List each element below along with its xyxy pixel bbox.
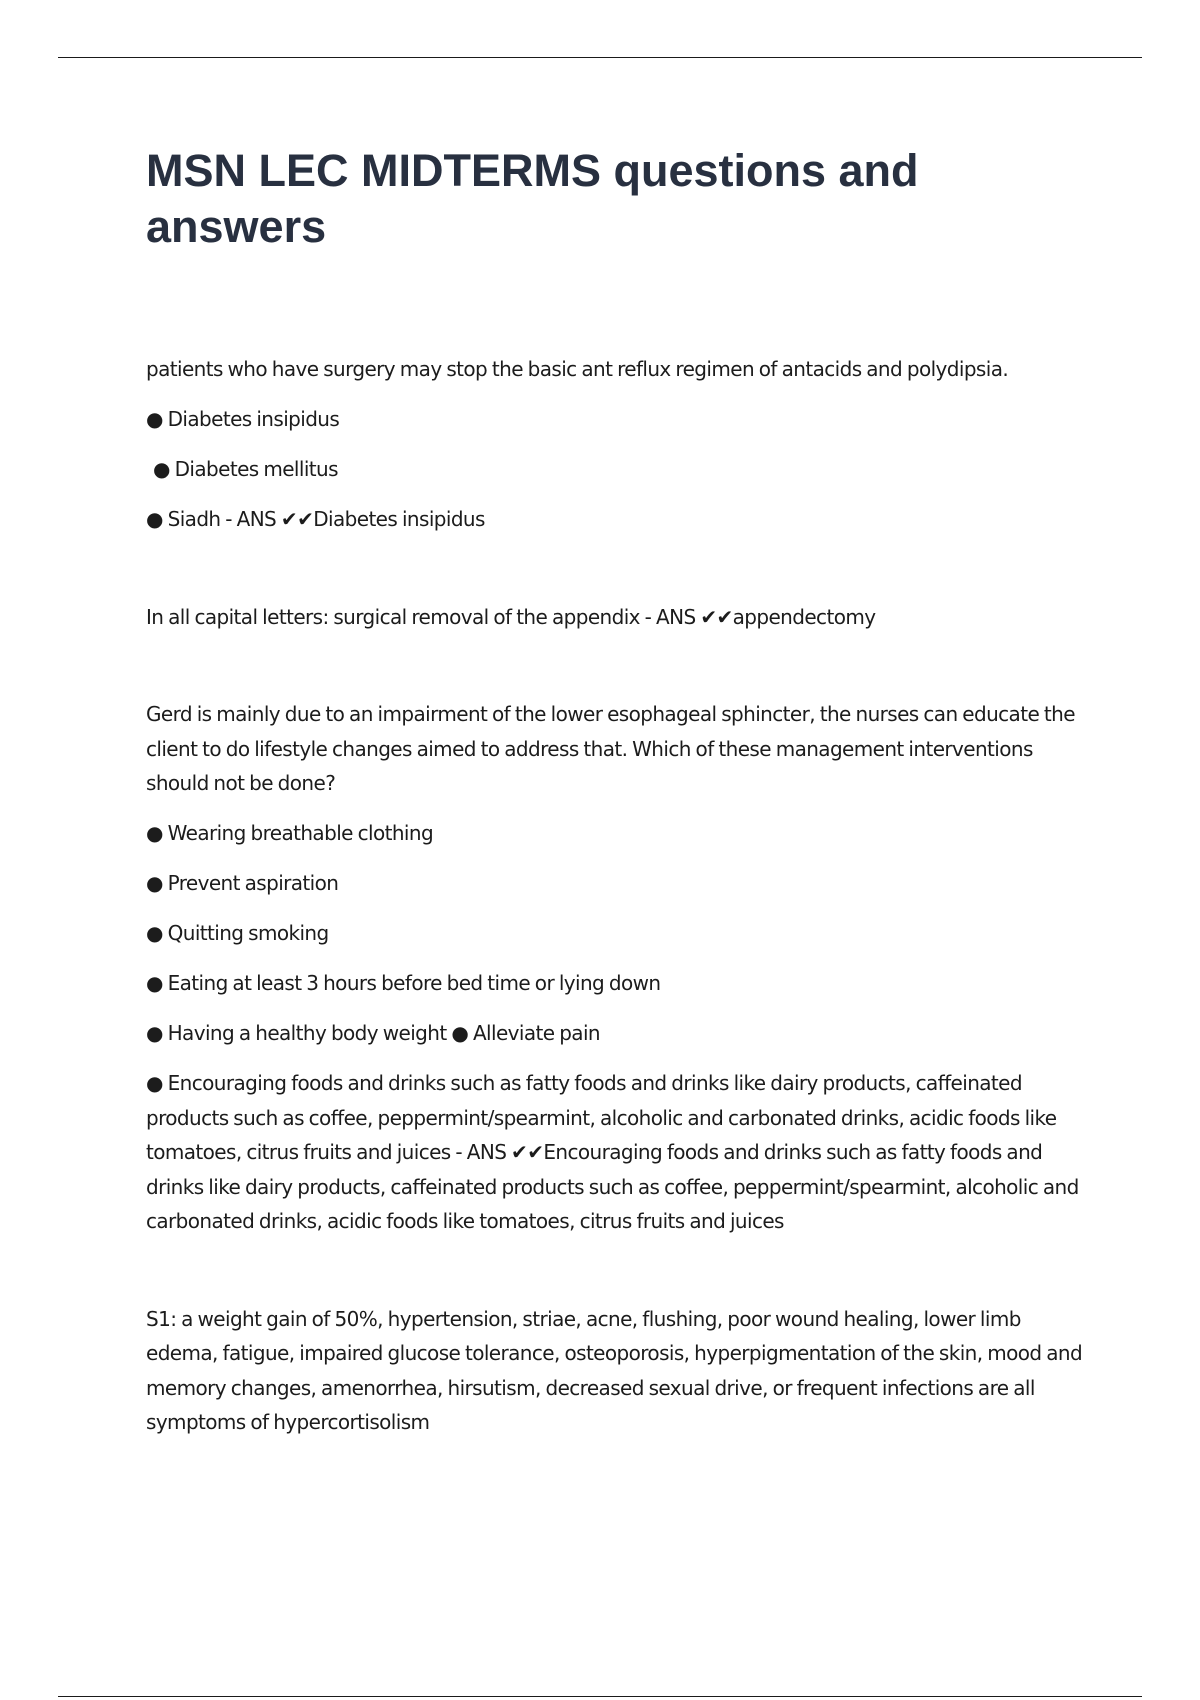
option-answer: ● Encouraging foods and drinks such as fatty foods and drinks like dairy products, caffeinated products such as coffee, peppermint/spearmint, alcoholic and carbonated drinks, acidic foods like tomatoes, citrus fruits and juices - ANS ✔✔Encouraging foods and drinks such as fatty foods and drinks like dairy products, caffeinated products such as coffee, peppermint/spearmint, alcoholic and carbonated drinks, acidic foods like tomatoes, citrus fruits and juices <box>146 1071 1079 1233</box>
question-answer: In all capital letters: surgical removal of the appendix - ANS ✔✔appendectomy <box>146 604 876 629</box>
question-text: patients who have surgery may stop the basic ant reflux regimen of antacids and polydipsia. <box>146 357 1009 381</box>
option-item: ● Wearing breathable clothing <box>146 821 434 845</box>
option-item: ● Diabetes insipidus <box>146 407 340 431</box>
option-item: ● Diabetes mellitus <box>153 457 338 481</box>
question-block-1 <box>146 352 1096 537</box>
question-block-3 <box>146 697 1096 1239</box>
option-item: ● Eating at least 3 hours before bed time or lying down <box>146 971 661 995</box>
question-block-4 <box>146 1302 1096 1440</box>
option-item: ● Quitting smoking <box>146 921 329 945</box>
question-text: Gerd is mainly due to an impairment of the lower esophageal sphincter, the nurses can educate the client to do lifestyle changes aimed to address that. Which of these management interventions should not be done? <box>146 702 1075 795</box>
option-answer: ● Siadh - ANS ✔✔Diabetes insipidus <box>146 507 485 531</box>
document-body <box>146 352 1096 1440</box>
document-title: MSN LEC MIDTERMS questions and answers <box>146 145 919 252</box>
bottom-rule <box>58 1696 1142 1697</box>
top-rule <box>58 57 1142 58</box>
option-item: ● Prevent aspiration <box>146 871 339 895</box>
statement-text: S1: a weight gain of 50%, hypertension, striae, acne, flushing, poor wound healing, lower limb edema, fatigue, impaired glucose tolerance, osteoporosis, hyperpigmentation of the skin, mood and memory changes, amenorrhea, hirsutism, decreased sexual drive, or frequent infections are all symptoms of hypercortisolism <box>146 1306 1083 1434</box>
option-item: ● Having a healthy body weight ● Alleviate pain <box>146 1021 600 1045</box>
question-block-2 <box>146 600 1096 635</box>
